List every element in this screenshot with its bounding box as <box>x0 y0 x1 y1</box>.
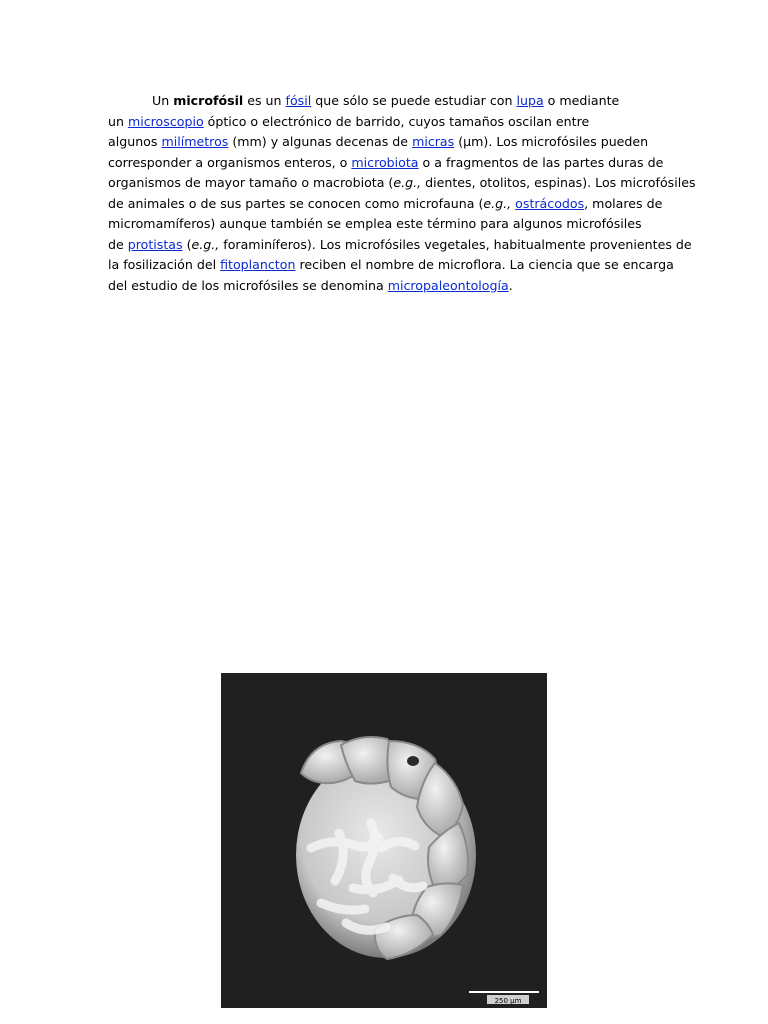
paragraph-line-4: corresponder a organismos enteros, o microbiota o a fragmentos de las partes duras de <box>108 154 664 170</box>
link-microscopio[interactable]: microscopio <box>127 113 204 129</box>
paragraph-line-7: micromamíferos) aunque también se emplea este término para algunos microfósiles <box>108 216 642 231</box>
foraminifera-sem-image <box>221 673 547 1008</box>
link-fosil[interactable]: fósil <box>285 93 312 108</box>
paragraph-line-2: un microscopio óptico o electrónico de barrido, cuyos tamaños oscilan entre <box>108 113 590 129</box>
link-micras[interactable]: micras <box>412 134 455 149</box>
scale-bar-label: 250 µm <box>494 997 522 1005</box>
microfossil-paragraph <box>108 91 696 296</box>
fossil-illustration <box>221 673 547 1008</box>
link-milimetros[interactable]: milímetros <box>161 134 229 149</box>
paragraph-line-5: organismos de mayor tamaño o macrobiota (e.g., dientes, otolitos, espinas). Los microfósiles <box>108 175 696 190</box>
paragraph-line-1: Un microfósil es un fósil que sólo se puede estudiar con lupa o mediante <box>152 93 620 108</box>
link-lupa[interactable]: lupa <box>516 93 544 108</box>
paragraph-line-9: la fosilización del fitoplancton reciben el nombre de microflora. La ciencia que se encarga <box>108 257 674 272</box>
link-microbiota[interactable]: microbiota <box>351 154 419 170</box>
term-microfosil: microfósil <box>173 93 244 108</box>
link-protistas[interactable]: protistas <box>127 236 183 252</box>
paragraph-line-3: algunos milímetros (mm) y algunas decenas de micras (µm). Los microfósiles pueden <box>108 134 649 149</box>
link-fitoplancton[interactable]: fitoplancton <box>220 257 296 272</box>
paragraph-line-6: de animales o de sus partes se conocen como microfauna (e.g., ostrácodos, molares de <box>108 195 663 211</box>
paragraph-line-10: del estudio de los microfósiles se denomina micropaleontología. <box>108 277 513 293</box>
scale-bar-line <box>469 991 539 993</box>
link-micropaleontologia[interactable]: micropaleontología <box>387 277 509 293</box>
link-ostracodos[interactable]: ostrácodos <box>515 195 585 211</box>
paragraph-line-8: de protistas (e.g., foraminíferos). Los microfósiles vegetales, habitualmente provenientes de <box>108 236 692 252</box>
fossil-aperture <box>407 756 419 766</box>
